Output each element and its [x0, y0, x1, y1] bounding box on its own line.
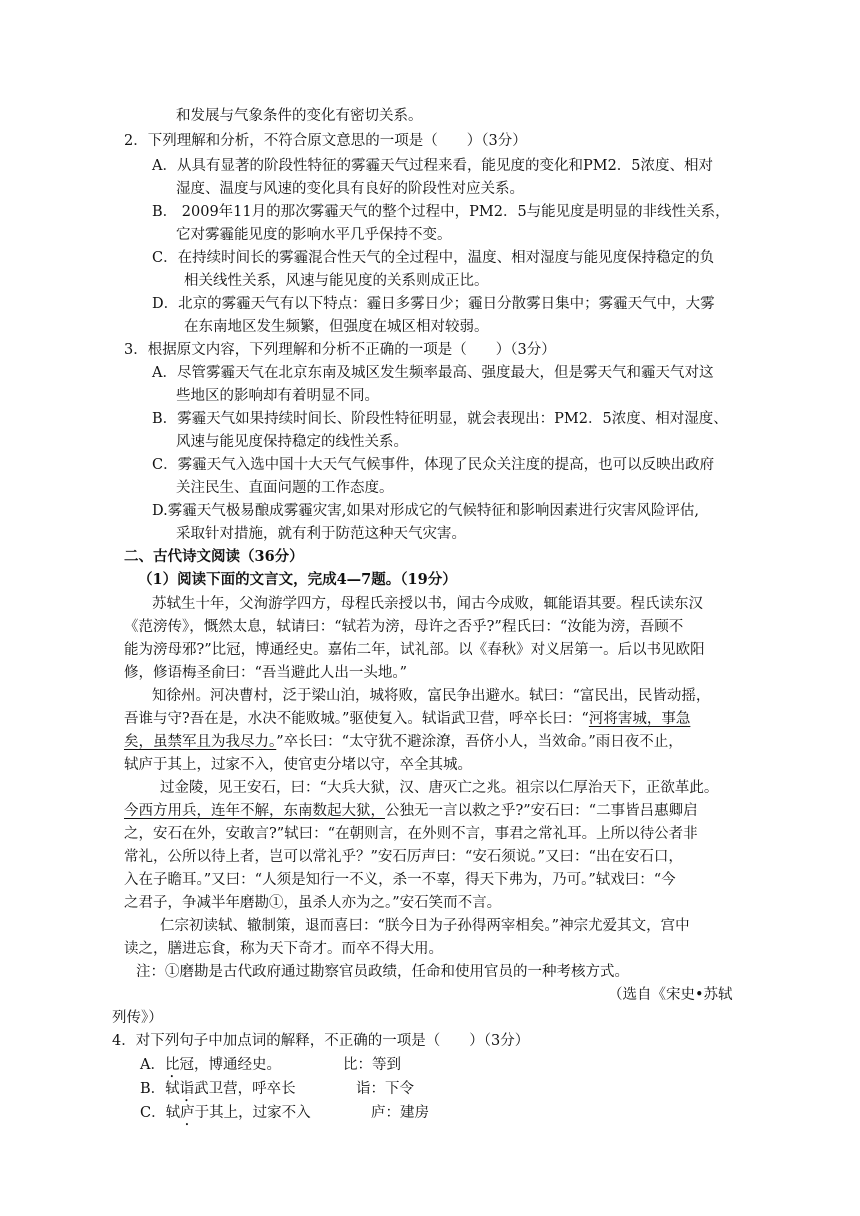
- dotted-word: 比: [164, 1057, 180, 1073]
- passage-line: 苏轼生十年，父洵游学四方，母程氏亲授以书，闻古今成败，辄能语其要。程氏读东汉: [152, 596, 703, 612]
- q4-option-a-gloss: 比：等到: [343, 1057, 401, 1073]
- q4-option-b: B．轼诣武卫营，呼卒长: [140, 1081, 296, 1097]
- dotted-word: 诣: [179, 1081, 195, 1097]
- source-citation: （选自《宋史•苏轼: [608, 987, 733, 1003]
- q3-option-b-cont: 风速与能见度保持稳定的线性关系。: [176, 434, 408, 450]
- q2-option-c-cont: 相关线性关系，风速与能见度的关系则成正比。: [184, 273, 489, 289]
- passage-line: [124, 731, 683, 753]
- q3-option-d: D.雾霾天气极易酿成雾霾灾害,如果对形成它的气候特征和影响因素进行灾害风险评估,: [152, 503, 699, 519]
- question-2-stem: 2．下列理解和分析，不符合原文意思的一项是（ ）（3分）: [124, 133, 527, 149]
- passage-line: 之君子，争减半年磨勘①，虽杀人亦为之。”安石笑而不言。: [124, 895, 502, 911]
- q4-option-c: C．轼庐于其上，过家不入: [140, 1105, 311, 1121]
- underlined-sentence: 矣，虽禁军且为我尽力。: [124, 734, 277, 750]
- passage-line: 能为滂母邪?”比冠，博通经史。嘉佑二年，试礼部。以《春秋》对义居第一。后以书见欧阳: [124, 642, 705, 658]
- q2-option-b: B． 2009年11月的那次雾霾天气的整个过程中，PM2．5与能见度是明显的非线性关系，: [152, 204, 730, 220]
- question-4-stem: 4．对下列句子中加点词的解释，不正确的一项是（ ）（3分）: [112, 1033, 530, 1049]
- section-2-title: 二、古代诗文阅读（36分）: [124, 548, 304, 565]
- passage-line: 仁宗初读轼、辙制策，退而喜曰：“朕今日为子孙得两宰相矣。”神宗尤爱其文，宫中: [160, 918, 690, 934]
- passage-line: [124, 708, 690, 730]
- passage-line: 轼庐于其上，过家不入，使官吏分堵以守，卒全其城。: [124, 757, 472, 773]
- q3-option-d-cont: 采取针对措施，就有利于防范这种天气灾害。: [176, 526, 466, 542]
- passage-line: 《范滂传》，慨然太息，轼请曰：“轼若为滂，母许之否乎?”程氏曰：“汝能为滂，吾顾不: [124, 619, 684, 635]
- q2-option-b-cont: 它对雾霾能见度的影响水平几乎保持不变。: [176, 227, 452, 243]
- q3-option-b: B．雾霾天气如果持续时间长、阶段性特征明显，就会表现出：PM2．5浓度、相对湿度、: [152, 411, 728, 427]
- q2-option-a-cont: 湿度、温度与风速的变化具有良好的阶段性对应关系。: [176, 181, 524, 197]
- q3-option-c-cont: 关注民生、直面问题的工作态度。: [176, 480, 394, 496]
- passage-line: [124, 800, 698, 822]
- passage-text: 公独无一言以救之乎?”安石曰：“二事皆吕惠卿启: [385, 803, 698, 819]
- q3-option-a-cont: 些地区的影响却有着明显不同。: [176, 388, 379, 404]
- passage-line: 常礼，公所以待上者，岂可以常礼乎？”安石厉声曰：“安石须说。”又曰：“出在安石口，: [124, 849, 683, 865]
- passage-line: 修，修语梅圣俞曰：“吾当避此人出一头地。”: [124, 665, 408, 681]
- question-3-stem: 3．根据原文内容，下列理解和分析不正确的一项是（ ）（3分）: [124, 342, 556, 358]
- q4-option-a: A．比冠，博通经史。: [140, 1057, 281, 1073]
- intro-tail: 和发展与气象条件的变化有密切关系。: [176, 108, 423, 124]
- q4-option-c-gloss: 庐：建房: [371, 1105, 429, 1121]
- passage-line: 知徐州。河决曹村，泛于梁山泊，城将败，富民争出避水。轼曰：“富民出，民皆动摇，: [152, 688, 711, 704]
- q2-option-d-cont: 在东南地区发生频繁，但强度在城区相对较弱。: [184, 319, 489, 335]
- section-2-subtitle: （1）阅读下面的文言文，完成4—7题。（19分）: [138, 571, 457, 588]
- underlined-sentence: 今西方用兵，连年不解，东南数起大狱，: [124, 803, 385, 819]
- passage-text: ”卒长曰：“太守犹不避涂潦，吾侪小人，当效命。”雨日夜不止，: [276, 734, 683, 750]
- passage-line: 入在子瞻耳。”又曰：“人须是知行一不义，杀一不辜，得天下弗为，乃可。”轼戏曰：“今: [124, 872, 676, 888]
- underlined-sentence: 河将害城，事急: [588, 711, 691, 727]
- passage-line: 过金陵，见王安石，曰：“大兵大狱，汉、唐灭亡之兆。祖宗以仁厚治天下，正欲革此。: [160, 780, 719, 796]
- passage-text: 吾谁与守?吾在是，水决不能败城。”驱使复入。轼诣武卫营，呼卒长曰：“: [124, 711, 589, 727]
- dotted-word: 庐: [180, 1105, 195, 1121]
- q2-option-c: C．在持续时间长的雾霾混合性天气的全过程中，温度、相对湿度与能见度保持稳定的负: [152, 250, 715, 266]
- footnote: 注：①磨勘是古代政府通过勘察官员政绩，任命和使用官员的一种考核方式。: [136, 964, 629, 980]
- passage-line: 之，安石在外，安敢言?”轼曰：“在朝则言，在外则不言，事君之常礼耳。上所以待公者非: [124, 826, 698, 842]
- q2-option-a: A．从具有显著的阶段性特征的雾霾天气过程来看，能见度的变化和PM2．5浓度、相对: [152, 158, 714, 174]
- passage-line: 读之，膳进忘食，称为天下奇才。而卒不得大用。: [124, 941, 443, 957]
- source-citation-cont: 列传》）: [112, 1010, 163, 1026]
- q2-option-d: D．北京的雾霾天气有以下特点：霾日多雾日少；霾日分散雾日集中；雾霾天气中，大雾: [152, 296, 715, 312]
- q4-option-b-gloss: 诣：下令: [356, 1081, 414, 1097]
- q3-option-a: A．尽管雾霾天气在北京东南及城区发生频率最高、强度最大，但是雾天气和霾天气对这: [152, 365, 714, 381]
- q3-option-c: C．雾霾天气入选中国十大天气气候事件，体现了民众关注度的提高，也可以反映出政府: [152, 457, 715, 473]
